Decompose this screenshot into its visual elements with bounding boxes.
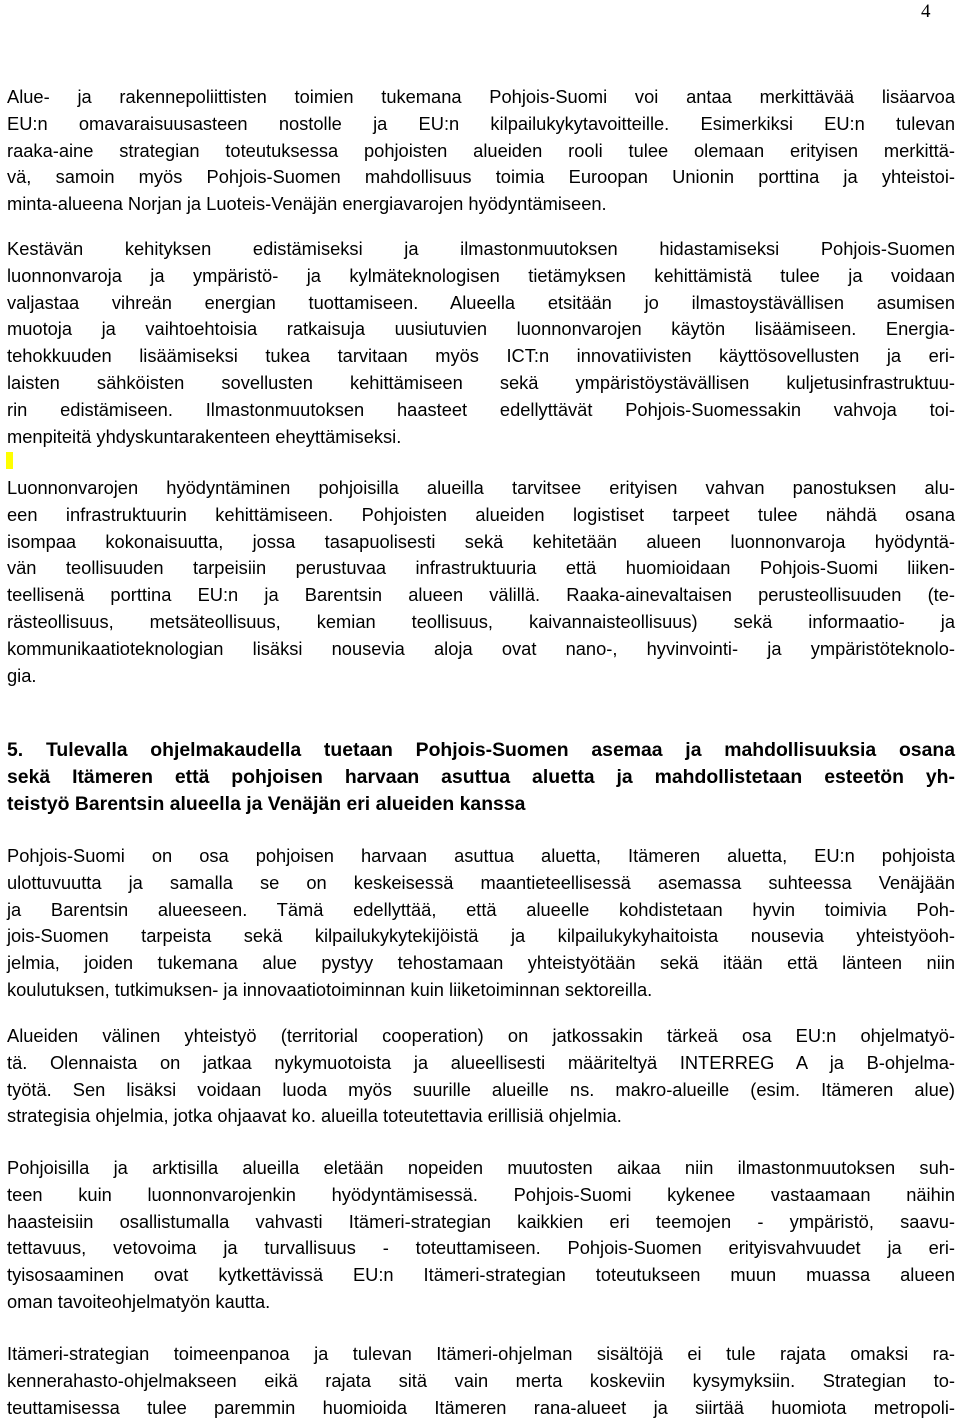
text-line: ja Barentsin alueeseen. Tämä edellyttää, että alueelle kohdistetaan hyvin toimivia Poh- [7, 898, 955, 920]
text-line: Kestävän kehityksen edistämiseksi ja ilmastonmuutoksen hidastamiseksi Pohjois-Suomen [7, 238, 955, 259]
text-line: laisten sähköisten sovellusten kehittämiseen sekä ympäristöystävällisen kuljetusinfrastruktuu- [7, 371, 955, 393]
text-line: oman tavoiteohjelmatyön kautta. [7, 1290, 271, 1312]
text-line: kommunikaatioteknologian lisäksi nousevia aloja ovat nano-, hyvinvointi- ja ympäristöteknolo- [7, 637, 955, 659]
heading-line: teistyö Barentsin alueella ja Venäjän eri alueiden kanssa [7, 792, 526, 815]
text-line: minta-alueena Norjan ja Luoteis-Venäjän energiavarojen hyödyntämiseen. [7, 193, 607, 215]
text-line: kennerahasto-ohjelmakseen eikä rajata sitä vain merta koskeviin kysymyksiin. Strategian to- [7, 1369, 955, 1391]
text-line: EU:n omavaraisuusasteen nostolle ja EU:n kilpailukykytavoitteille. Esimerkiksi EU:n tulevan [7, 112, 955, 134]
heading-line: sekä Itämeren että pohjoisen harvaan asuttua aluetta ja mahdollistetaan esteetön yh- [7, 765, 955, 788]
text-line: Pohjoisilla ja arktisilla alueilla eletään nopeiden muutosten aikaa niin ilmastonmuutoksen suh- [7, 1157, 955, 1178]
text-line: haasteisiin osallistumalla vahvasti Itämeri-strategian kaikkien eri teemojen - ympäristö, saavu- [7, 1210, 955, 1232]
text-line: työtä. Sen lisäksi voidaan luoda myös suurille alueille ns. makro-alueille (esim. Itämeren alue) [7, 1078, 955, 1100]
text-line: gia. [7, 664, 37, 686]
text-line: ulottuvuutta ja samalla se on keskeisessä maantieteellisessä asemassa suhteessa Venäjään [7, 871, 955, 893]
text-line: jelmia, joiden tukemana alue pystyy tehostamaan yhteistyötään sekä itään että länteen niin [7, 952, 955, 974]
text-line: Itämeri-strategian toimeenpanoa ja tulevan Itämeri-ohjelman sisältöjä ei tule rajata omaksi ra- [7, 1343, 955, 1364]
paragraph-1 [7, 84, 955, 218]
text-line: rin edistämiseen. Ilmastonmuutoksen haasteet edellyttävät Pohjois-Suomessakin vahvoja toi- [7, 398, 955, 420]
paragraph-2 [7, 236, 955, 450]
page-number: 4 [921, 1, 931, 22]
text-line: Alueiden välinen yhteistyö (territorial cooperation) on jatkossakin tärkeä osa EU:n ohjelmatyö- [7, 1025, 955, 1046]
text-line: tä. Olennaista on jatkaa nykymuotoista ja alueellisesti määriteltyä INTERREG A ja B-ohjelma- [7, 1051, 955, 1073]
section-heading [7, 737, 955, 817]
paragraph-4 [7, 843, 955, 1004]
text-line: Alue- ja rakennepoliittisten toimien tukemana Pohjois-Suomi voi antaa merkittävää lisäarvoa [7, 86, 955, 107]
text-line: Pohjois-Suomi on osa pohjoisen harvaan asuttua aluetta, Itämeren aluetta, EU:n pohjoista [7, 845, 955, 866]
text-line: koulutuksen, tutkimuksen- ja innovaatiotoiminnan kuin liiketoiminnan sektoreilla. [7, 978, 653, 1000]
text-line: tehokkuuden lisäämiseksi tukea tarvitaan myös ICT:n innovatiivisten käyttösovellusten ja eri- [7, 345, 955, 367]
text-line: Luonnonvarojen hyödyntäminen pohjoisilla alueilla tarvitsee erityisen vahvan panostuksen alu- [7, 477, 955, 498]
text-line: teellisenä porttina EU:n ja Barentsin alueen välillä. Raaka-ainevaltaisen perusteollisuuden (te- [7, 584, 955, 606]
text-line: een infrastruktuurin kehittämiseen. Pohjoisten alueiden logistiset tarpeet tulee nähdä osana [7, 503, 955, 525]
text-line: luonnonvaroja ja ympäristö- ja kylmäteknologisen tietämyksen kehittämistä tulee ja voidaan [7, 264, 955, 286]
text-line: isompaa kokonaisuutta, jossa tasapuolisesti sekä kehitetään alueen luonnonvaroja hyödyntä- [7, 530, 955, 552]
heading-line: 5. Tulevalla ohjelmakaudella tuetaan Pohjois-Suomen asemaa ja mahdollisuuksia osana [7, 739, 955, 761]
text-line: rästeollisuus, metsäteollisuus, kemian teollisuus, kaivannaisteollisuus) sekä informaatio- ja [7, 610, 955, 632]
text-line: valjastaa vihreän energian tuottamiseen. Alueella etsitään jo ilmastoystävällisen asumisen [7, 291, 955, 313]
text-line: jois-Suomen tarpeista sekä kilpailukykytekijöistä ja kilpailukykyhaitoista nousevia yhteistyöoh- [7, 925, 955, 947]
text-line: strategisia ohjelmia, jotka ohjaavat ko. alueilla toteutettavia erillisiä ohjelmia. [7, 1105, 622, 1127]
text-line: tyisosaaminen ovat kytkettävissä EU:n Itämeri-strategian toteutukseen muun muassa alueen [7, 1264, 955, 1286]
text-line: raaka-aine strategian toteutuksessa pohjoisten alueiden rooli tulee olemaan erityisen merkittä- [7, 139, 955, 161]
highlight-mark [6, 452, 13, 469]
text-line: teuttamisessa tulee paremmin huomioida Itämeren rana-alueet ja siirtää huomiota metropoli- [7, 1396, 955, 1418]
paragraph-3 [7, 475, 955, 689]
paragraph-5 [7, 1023, 955, 1130]
text-line: vän teollisuuden tarpeisiin perustuvaa infrastruktuuria että huomioidaan Pohjois-Suomi liiken- [7, 557, 955, 579]
text-line: tettavuus, vetovoima ja turvallisuus - toteuttamiseen. Pohjois-Suomen erityisvahvuudet ja eri- [7, 1237, 955, 1259]
text-line: teen kuin luonnonvarojenkin hyödyntämisessä. Pohjois-Suomi kykenee vastaamaan näihin [7, 1183, 955, 1205]
paragraph-7 [7, 1341, 955, 1421]
text-line: menpiteitä yhdyskuntarakenteen eheyttämiseksi. [7, 425, 402, 447]
text-line: muotoja ja vaihtoehtoisia ratkaisuja uusiutuvien luonnonvarojen käytön lisäämiseen. Energia- [7, 318, 955, 340]
text-line: vä, samoin myös Pohjois-Suomen mahdollisuus toimia Euroopan Unionin porttina ja yhteistoi- [7, 166, 955, 188]
paragraph-6 [7, 1155, 955, 1316]
